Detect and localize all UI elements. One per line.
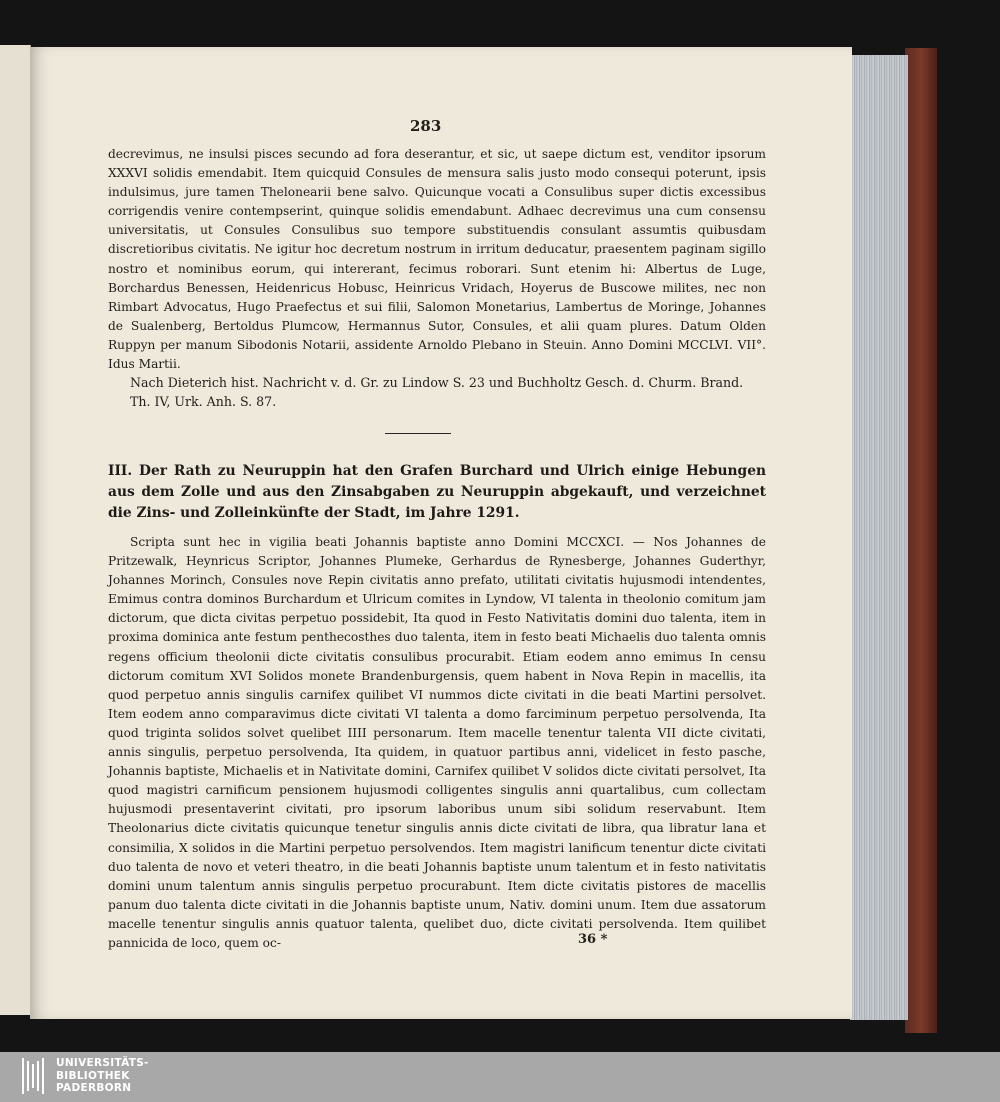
- book-cover-edge: [905, 48, 937, 1033]
- page-number: 283: [410, 117, 442, 135]
- library-logo-icon: [22, 1058, 52, 1094]
- source-reference: Nach Dieterich hist. Nachricht v. d. Gr. zu Lindow S. 23 und Buchholtz Gesch. d. Churm. Brand. Th. IV, Urk. Anh. S. 87.: [130, 375, 744, 409]
- charter-text-1256: decrevimus, ne insulsi pisces secundo ad fora deserantur, et sic, ut saepe dictum est, venditor ipsorum XXXVI solidis emendabit. Item quicquid Consules de mensura salis justo modo consequi poterunt, ipsis indulsimus, jure tamen Thelonearii bene salvo. Quicunque vocati a Consulibus super dictis excessibus corrigendis venire contempserint, quinque solidis emendabunt. Adhaec decrevimus una cum consensu universitatis, ut Consules Consulibus suo tempore substituendis consulant assumtis quibusdam discretioribus civitatis. Ne igitur hoc decretum nostrum in irritum deducatur, praesentem paginam sigillo nostro et nominibus eorum, qui intererant, fecimus roborari. Sunt etenim hi: Albertus de Luge, Borchardus Benessen, Heidenricus Hobusc, Heinricus Vridach, Hoyerus de Buscowe milites, nec non Rimbart Advocatus, Hugo Praefectus et sui filii, Salomon Monetarius, Lambertus de Moringe, Johannes de Sualenberg, Bertoldus Plumcow, Hermannus Sutor, Consules, et alii quam plures. Datum Olden Ruppyn per manum Sibodonis Notarii, assidente Arnoldo Plebano in Steuin. Anno Domini MCCLVI. VII°. Idus Martii.: [108, 147, 766, 372]
- library-name: [56, 1057, 149, 1095]
- book-page: [30, 47, 852, 1019]
- page-fore-edge: [850, 55, 908, 1020]
- section-heading: III. Der Rath zu Neuruppin hat den Grafen Burchard und Ulrich einige Hebungen aus dem Zolle und aus den Zinsabgaben zu Neuruppin abgekauft, und verzeichnet die Zins- und Zolleinkünfte der Stadt, im Jahre 1291.: [108, 463, 766, 521]
- library-name-line-2: BIBLIOTHEK: [56, 1069, 130, 1082]
- library-name-line-3: PADERBORN: [56, 1082, 132, 1094]
- library-name-line-1: UNIVERSITÄTS-: [56, 1057, 149, 1069]
- signature-mark: 36 *: [578, 932, 608, 947]
- charter-text-1291: Scripta sunt hec in vigilia beati Johannis baptiste anno Domini MCCXCI. — Nos Johannes de Pritzewalk, Heynricus Scriptor, Johannes Plumeke, Gerhardus de Rynesberge, Johannes Guderthyr, Johannes Morinch, Consules nove Repin civitatis anno prefato, utilitati civitatis hujusmodi intendentes, Emimus contra dominos Burchardum et Ulricum comites in Lyndow, VI talenta in theolonio comitum jam dictorum, que dicta civitas perpetuo possidebit, Ita quod in Festo Nativitatis domini duo talenta, item in proxima dominica ante festum penthecosthes duo talenta, item in festo beati Michaelis duo talenta omnis regens officium theolonii dicte civitatis consulibus procurabit. Etiam eodem anno emimus In censu dictorum comitum XVI Solidos monete Brandenburgensis, quem habent in Nova Repin in macellis, ita quod perpetuo annis singulis carnifex quilibet VI nummos dicte civitati in die beati Martini persolvet. Item eodem anno comparavimus dicte civitati VI talenta a domo farciminum perpetuo persolvenda, Ita quod triginta solidos solvet quelibet IIII personarum. Item macelle tenentur talenta VII dicte civitati, annis singulis, perpetuo persolvenda, Ita quidem, in quatuor partibus anni, videlicet in festo pasche, Johannis baptiste, Michaelis et in Nativitate domini, Carnifex quilibet V solidos dicte civitati persolvet, Ita quod magistri carnificum pensionem hujusmodi colligentes singulis anni quartalibus, cum collectam hujusmodi presentaverint civitati, pro ipsorum laboribus unum sibi solidum reservabunt. Item Theolonarius dicte civitatis quicunque tenetur singulis annis dicte civitati de libra, qua libratur lana et consimilia, X solidos in die Martini perpetuo persolvendos. Item magistri lanificum tenentur dicte civitati duo talenta de novo et veteri theatro, in die beati Johannis baptiste unum talentum et in festo nativitatis domini unum talentum annis singulis perpetuo procurabunt. Item dicte civitatis pistores de macellis panum duo talenta dicte civitati in die Johannis baptiste unum, Nativ. domini unum. Item due assatorum macelle tenentur singulis annis quatuor talenta, quelibet duo, dicte civitati persolvenda. Item quilibet pannicida de loco, quem oc-: [108, 535, 766, 950]
- library-footer-bar: [0, 1052, 1000, 1102]
- left-page-edge: [0, 45, 31, 1015]
- section-divider: [385, 433, 451, 434]
